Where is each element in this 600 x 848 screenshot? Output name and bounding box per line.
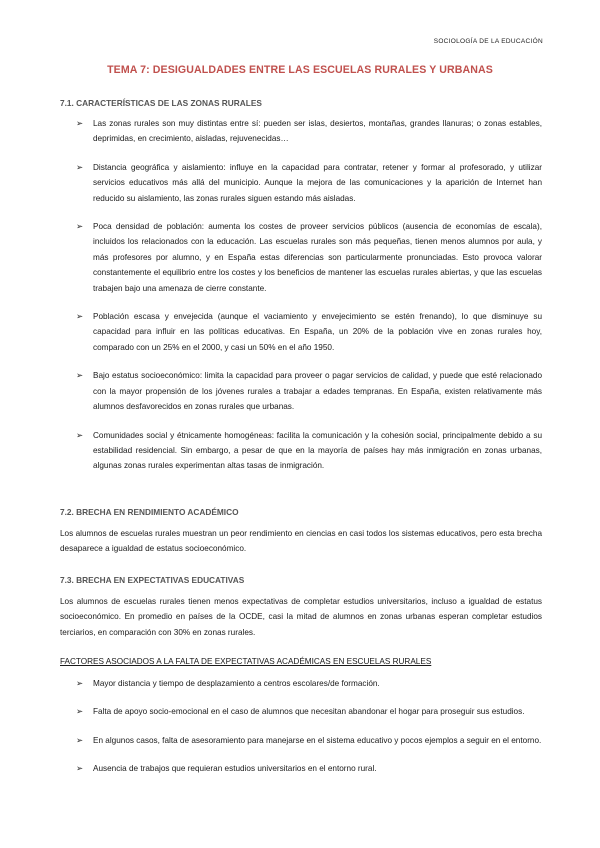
list-item: ➢ Bajo estatus socioeconómico: limita la capacidad para proveer o pagar servicios de calidad, y puede que esté relacionado con la mayor propensión de los jóvenes rurales a trabajar a edades tempranas. En España, existen relativamente más alumnos desfavorecidos en zonas rurales que urbanas.: [76, 370, 542, 412]
arrow-bullet-icon: ➢: [76, 118, 84, 128]
section-heading-7-1: 7.1. CARACTERÍSTICAS DE LAS ZONAS RURALES: [60, 98, 262, 108]
list-item: ➢ Las zonas rurales son muy distintas entre sí: pueden ser islas, desiertos, montañas, grandes llanuras; o zonas estables, deprimidas, en crecimiento, aisladas, rejuvenecidas…: [76, 118, 542, 144]
running-header: SOCIOLOGÍA DE LA EDUCACIÓN: [433, 38, 543, 45]
arrow-bullet-icon: ➢: [76, 734, 84, 745]
list-item: ➢ Comunidades social y étnicamente homogéneas: facilita la comunicación y la cohesión social, principalmente debido a su estabilidad residencial. Sin embargo, a pesar de que en la mayoría de países hay más inmigración en zonas urbanas, algunas zonas rurales experimentan altas tasas de inmigración.: [76, 429, 542, 471]
arrow-bullet-icon: ➢: [76, 161, 84, 172]
factors-list: [76, 676, 542, 790]
rural-characteristics-list: [76, 116, 542, 487]
list-item: ➢ Distancia geográfica y aislamiento: influye en la capacidad para contratar, retener y formar al profesorado, y utilizar servicios educativos más allá del municipio. Aunque la mejora de las comunicaciones y la aparición de Internet han reducido su aislamiento, las zonas rurales siguen estando más aisladas.: [76, 161, 542, 203]
list-item: ➢ Falta de apoyo socio-emocional en el caso de alumnos que necesitan abandonar el hogar para proseguir sus estudios.: [76, 704, 542, 719]
section-7-2-paragraph: Los alumnos de escuelas rurales muestran un peor rendimiento en ciencias en casi todos los sistemas educativos, pero esta brecha desaparece a igualdad de estatus socioeconómico.: [60, 529, 542, 554]
section-heading-7-3: 7.3. BRECHA EN EXPECTATIVAS EDUCATIVAS: [60, 575, 245, 585]
section-7-3-paragraph: Los alumnos de escuelas rurales tienen menos expectativas de completar estudios universitarios, incluso a igualdad de estatus socioeconómico. En promedio en países de la OCDE, casi la mitad de alumnos en zonas urbanas esperan completar estudios terciarios, en comparación con 30% en zonas rurales.: [60, 597, 542, 637]
arrow-bullet-icon: ➢: [76, 429, 84, 440]
list-item: ➢ Mayor distancia y tiempo de desplazamiento a centros escolares/de formación.: [76, 676, 542, 691]
arrow-bullet-icon: ➢: [76, 370, 84, 381]
arrow-bullet-icon: ➢: [76, 706, 84, 717]
list-item: ➢ En algunos casos, falta de asesoramiento para manejarse en el sistema educativo y pocos ejemplos a seguir en el entorno.: [76, 733, 542, 748]
page-title: TEMA 7: DESIGUALDADES ENTRE LAS ESCUELAS RURALES Y URBANAS: [107, 64, 493, 76]
arrow-bullet-icon: ➢: [76, 678, 84, 688]
arrow-bullet-icon: ➢: [76, 221, 84, 232]
list-item: ➢ Ausencia de trabajos que requieran estudios universitarios en el entorno rural.: [76, 761, 542, 776]
arrow-bullet-icon: ➢: [76, 763, 84, 774]
list-item: ➢ Poca densidad de población: aumenta los costes de proveer servicios públicos (ausencia de economías de escala), incluidos los relacionados con la educación. Las escuelas rurales son más pequeñas, tienen menos alumnos por aula, y más profesores por alumno, y en España estas diferencias son particularmente pronunciadas. Esto provoca valorar constantemente el equilibrio entre los costes y los beneficios de mantener las escuelas rurales abiertas, y que las escuelas trabajen bajo una amenaza de cierre constante.: [76, 221, 542, 293]
arrow-bullet-icon: ➢: [76, 311, 84, 322]
section-heading-7-2: 7.2. BRECHA EN RENDIMIENTO ACADÉMICO: [60, 507, 239, 517]
factors-heading: FACTORES ASOCIADOS A LA FALTA DE EXPECTATIVAS ACADÉMICAS EN ESCUELAS RURALES: [60, 657, 432, 666]
list-item: ➢ Población escasa y envejecida (aunque el vaciamiento y envejecimiento se estén frenando), lo que disminuye su capacidad para influir en las políticas educativas. En España, un 20% de la población vive en zonas rurales hoy, comparado con un 25% en el 2000, y casi un 50% en el año 1950.: [76, 311, 542, 352]
